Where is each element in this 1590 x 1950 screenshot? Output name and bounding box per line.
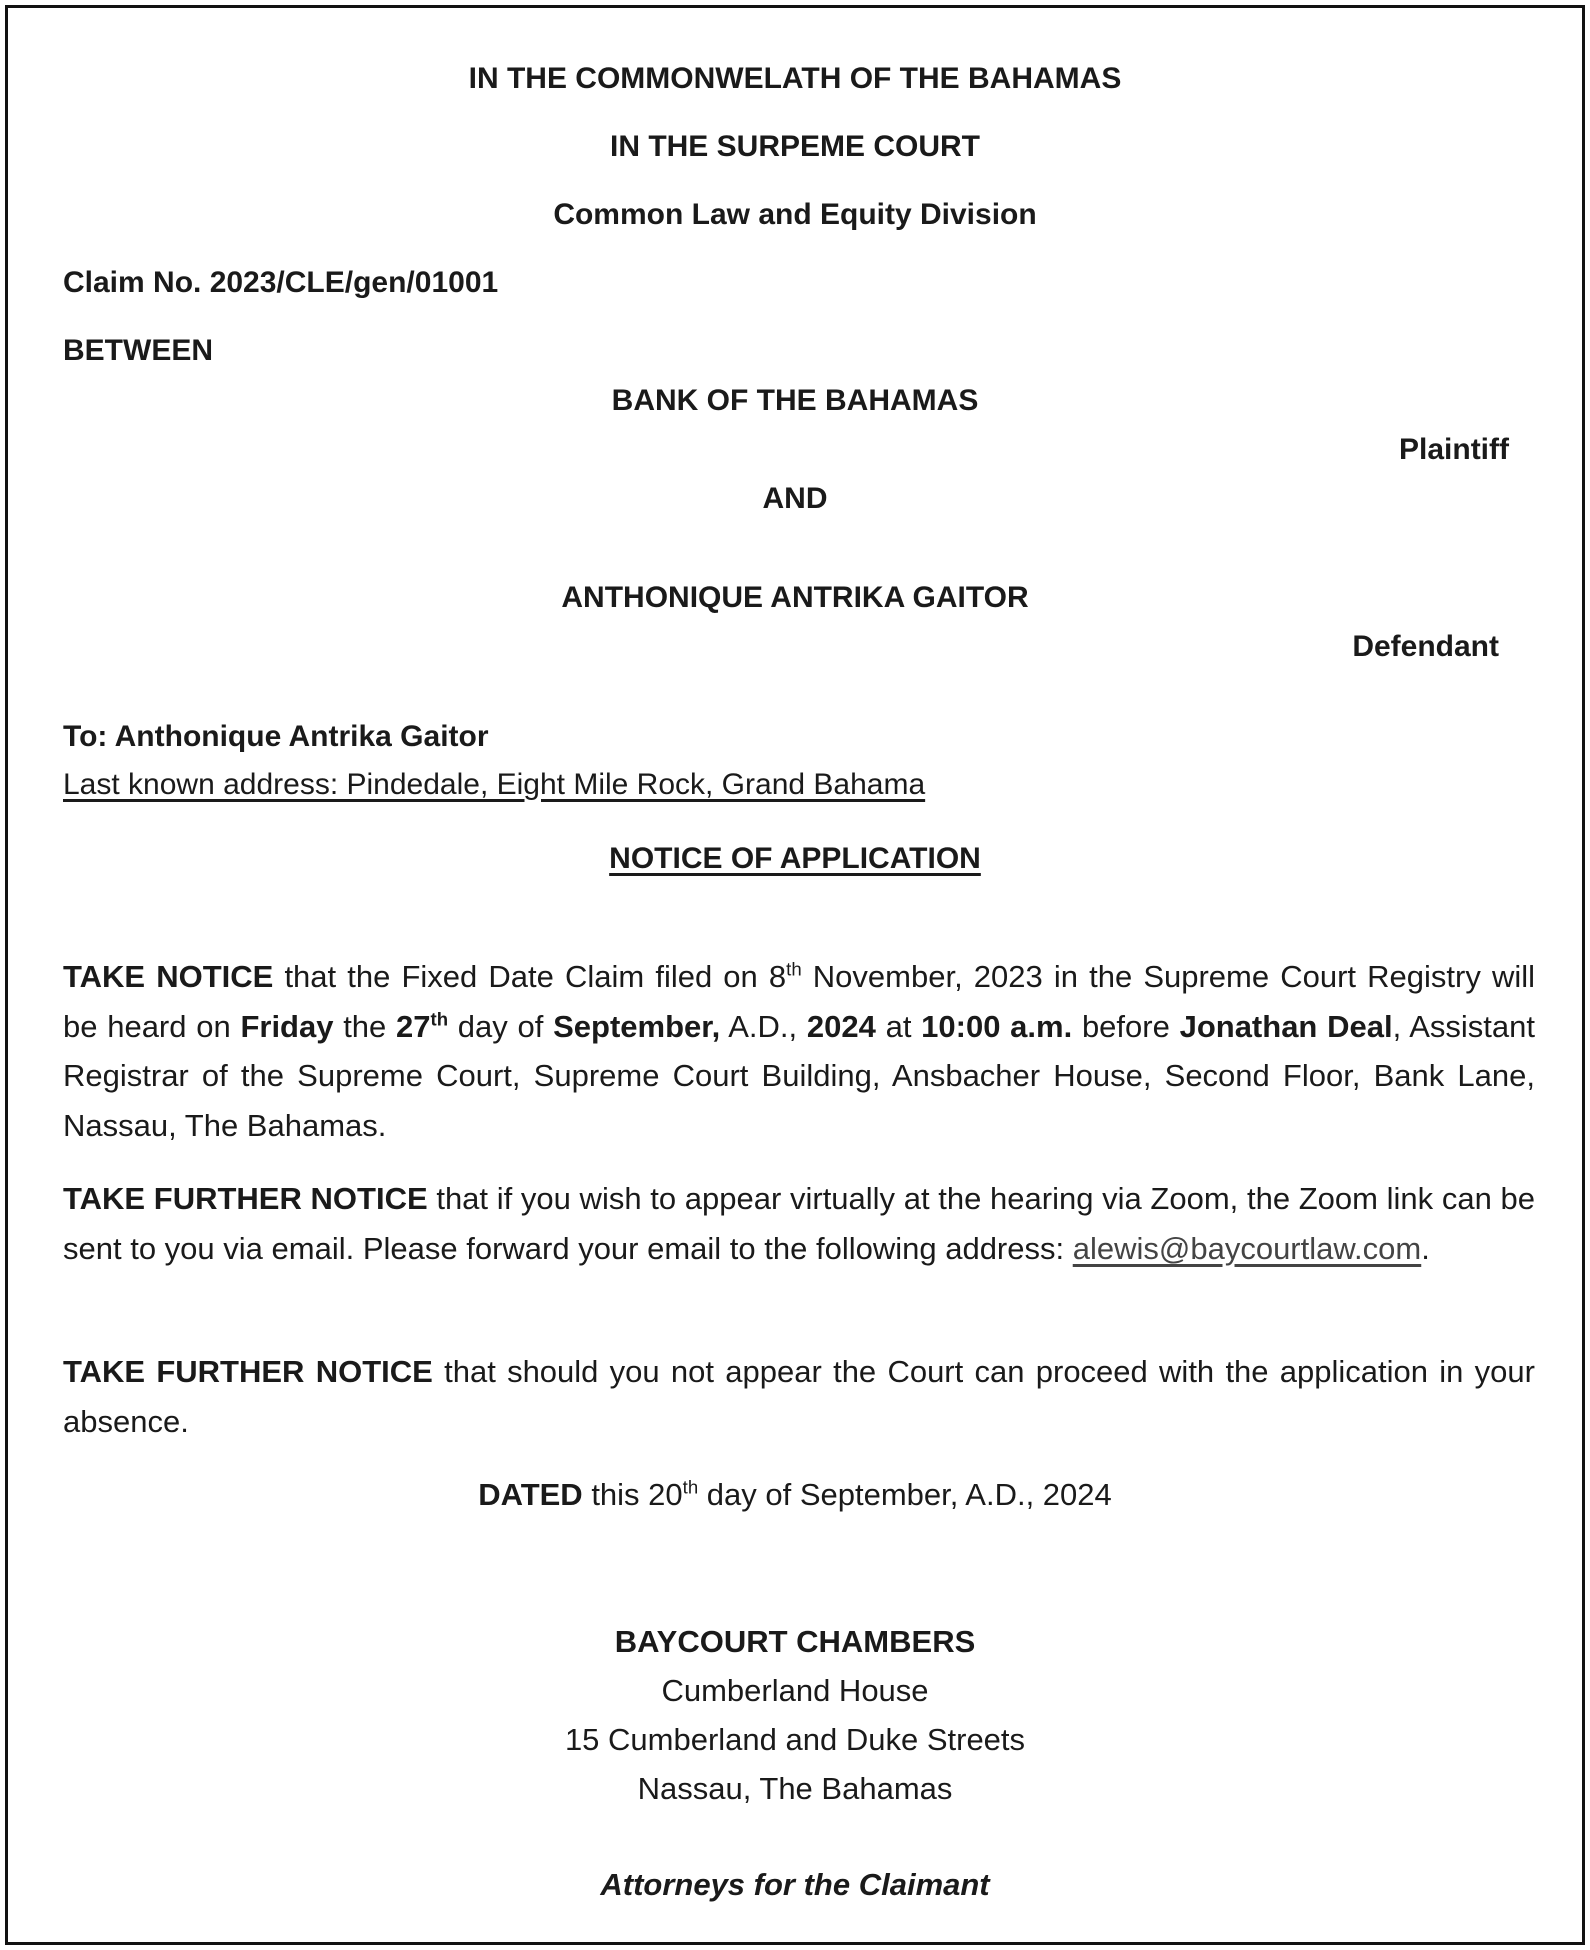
email-link[interactable]: alewis@baycourtlaw.com [1072,1230,1422,1266]
plaintiff-role: Plaintiff [1399,433,1509,466]
jurisdiction-heading: IN THE COMMONWELATH OF THE BAHAMAS [468,62,1122,95]
between-label: BETWEEN [63,334,213,367]
recipient-address: Last known address: Pindedale, Eight Mile Rock, Grand Bahama [63,768,926,801]
registrar-name: Jonathan Deal [1179,1008,1393,1044]
defendant-name: ANTHONIQUE ANTRIKA GAITOR [561,581,1029,614]
notice-document [5,5,1585,1945]
firm-address-line2: 15 Cumberland and Duke Streets [564,1722,1026,1757]
zoom-notice-paragraph: TAKE FURTHER NOTICE that if you wish to appear virtually at the hearing via Zoom, the Zoom link can be sent to you via email. Please forward your email to the following address: alewis@baycourtlaw.com. [63,1181,1535,1266]
firm-name: BAYCOURT CHAMBERS [614,1624,976,1659]
division-heading: Common Law and Equity Division [553,198,1037,231]
hearing-year: 2024 [806,1008,876,1044]
hearing-date: 27th [396,1008,449,1044]
court-heading: IN THE SURPEME COURT [609,130,981,163]
hearing-month: September, [553,1008,721,1044]
take-notice-lead: TAKE NOTICE [63,959,274,994]
firm-address-line1: Cumberland House [661,1673,929,1708]
dated-line: DATED this 20th day of September, A.D., 2024 [478,1476,1112,1512]
firm-address-line3: Nassau, The Bahamas [637,1771,953,1806]
hearing-time: 10:00 a.m. [921,1008,1073,1044]
notice-title: NOTICE OF APPLICATION [609,842,981,875]
hearing-day: Friday [240,1008,334,1044]
plaintiff-name: BANK OF THE BAHAMAS [611,384,979,417]
hearing-notice-paragraph: TAKE NOTICE that the Fixed Date Claim filed on 8th November, 2023 in the Supreme Court Registry will be heard on Friday the 27th day of September, A.D., 2024 at 10:00 a.m. before Jonathan Deal, Assistant Registrar of the Supreme Court, Supreme Court Building, Ansbacher House, Second Floor, Bank Lane, Nassau, The Bahamas. [63,958,1536,1143]
defendant-role: Defendant [1352,630,1499,663]
claim-number: Claim No. 2023/CLE/gen/01001 [63,266,499,299]
attorneys-label: Attorneys for the Claimant [600,1867,990,1902]
and-label: AND [762,482,828,515]
dated-label: DATED [478,1477,583,1512]
recipient: To: Anthonique Antrika Gaitor [63,720,489,753]
further-notice-lead: TAKE FURTHER NOTICE [63,1354,433,1389]
further-notice-lead: TAKE FURTHER NOTICE [63,1181,428,1216]
absence-notice-paragraph: TAKE FURTHER NOTICE that should you not appear the Court can proceed with the application in your absence. [63,1354,1535,1439]
